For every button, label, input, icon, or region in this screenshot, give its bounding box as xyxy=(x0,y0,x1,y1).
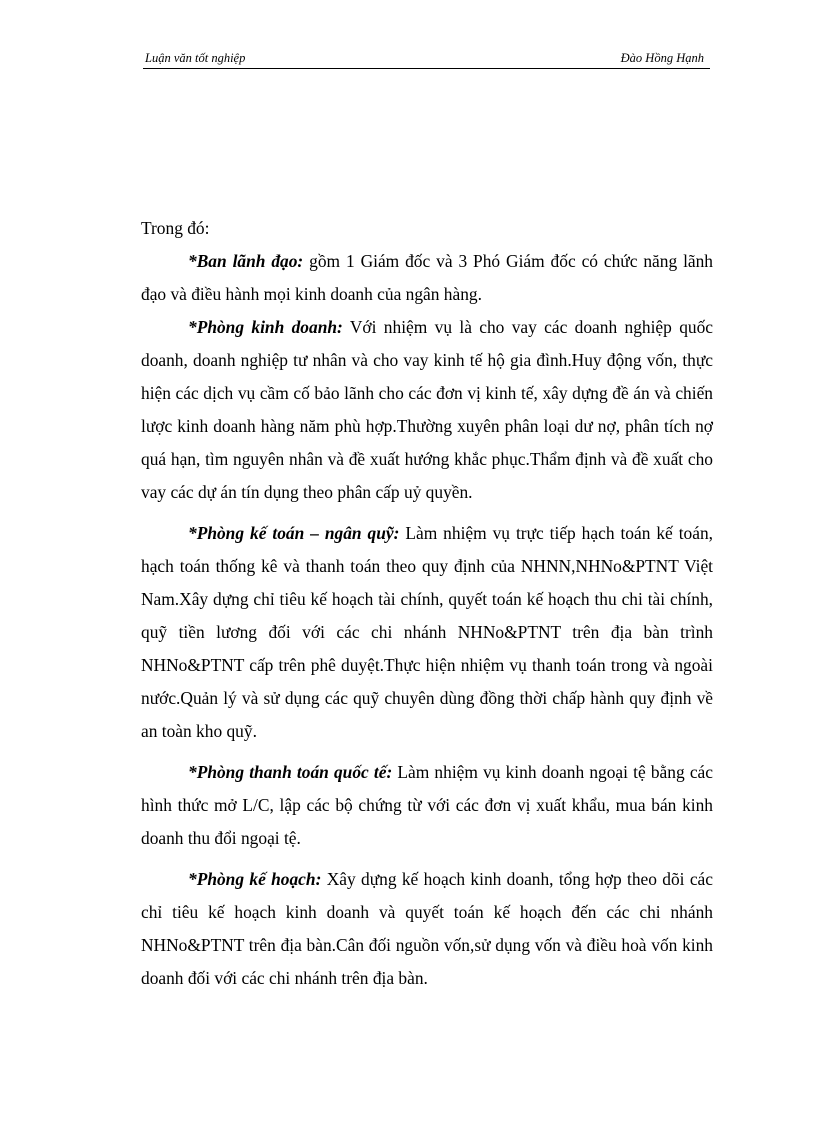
paragraph-lead: *Phòng thanh toán quốc tế: xyxy=(188,762,393,782)
page-header xyxy=(143,52,710,69)
header-author-name: Đào Hồng Hạnh xyxy=(620,51,704,65)
header-thesis-label: Luận văn tốt nghiệp xyxy=(145,51,246,65)
intro-line: Trong đó: xyxy=(141,218,210,238)
paragraph-lead: *Phòng kế hoạch: xyxy=(188,869,322,889)
paragraph-phong-ke-hoach xyxy=(141,863,713,995)
paragraph-lead: *Ban lãnh đạo: xyxy=(188,251,304,271)
document-body xyxy=(141,212,713,995)
paragraph-text: Làm nhiệm vụ kinh doanh ngoại tệ bằng các hình thức mở L/C, lập các bộ chứng từ với các đơn vị xuất khẩu, mua bán kinh doanh thu đổi ngoại tệ. xyxy=(141,762,713,848)
paragraph-phong-thanh-toan-quoc-te xyxy=(141,756,713,855)
paragraph-lead: *Phòng kinh doanh: xyxy=(188,317,343,337)
paragraph-phong-ke-toan xyxy=(141,517,713,748)
paragraph-text: Với nhiệm vụ là cho vay các doanh nghiệp quốc doanh, doanh nghiệp tư nhân và cho vay kinh tế hộ gia đình.Huy động vốn, thực hiện các dịch vụ cầm cố bảo lãnh cho các đơn vị kinh tế, xây dựng đề án và chiến lược kinh doanh hàng năm phù hợp.Thường xuyên phân loại dư nợ, phân tích nợ quá hạn, tìm nguyên nhân và đề xuất hướng khắc phục.Thẩm định và đề xuất cho vay các dự án tín dụng theo phân cấp uỷ quyền. xyxy=(141,317,714,502)
paragraph-lead: *Phòng kế toán – ngân quỹ: xyxy=(188,523,400,543)
paragraph-phong-kinh-doanh xyxy=(141,311,713,509)
paragraph-text: Làm nhiệm vụ trực tiếp hạch toán kế toán, hạch toán thống kê và thanh toán theo quy định của NHNN,NHNo&PTNT Việt Nam.Xây dựng chỉ tiêu kế hoạch tài chính, quyết toán kế hoạch thu chi tài chính, quỹ tiền lương đối với các chi nhánh NHNo&PTNT trên địa bàn trình NHNo&PTNT cấp trên phê duyệt.Thực hiện nhiệm vụ thanh toán trong và ngoài nước.Quản lý và sử dụng các quỹ chuyên dùng đồng thời chấp hành quy định về an toàn kho quỹ. xyxy=(141,523,713,741)
paragraph-text: gồm 1 Giám đốc và 3 Phó Giám đốc có chức năng lãnh đạo và điều hành mọi kinh doanh của ngân hàng. xyxy=(141,251,714,304)
paragraph-ban-lanh-dao xyxy=(141,245,713,311)
paragraph-text: Xây dựng kế hoạch kinh doanh, tổng hợp theo dõi các chỉ tiêu kế hoạch kinh doanh và quyết toán kế hoạch đến các chi nhánh NHNo&PTNT trên địa bàn.Cân đối nguồn vốn,sử dụng vốn và điều hoà vốn kinh doanh đối với các chi nhánh trên địa bàn. xyxy=(141,869,713,988)
